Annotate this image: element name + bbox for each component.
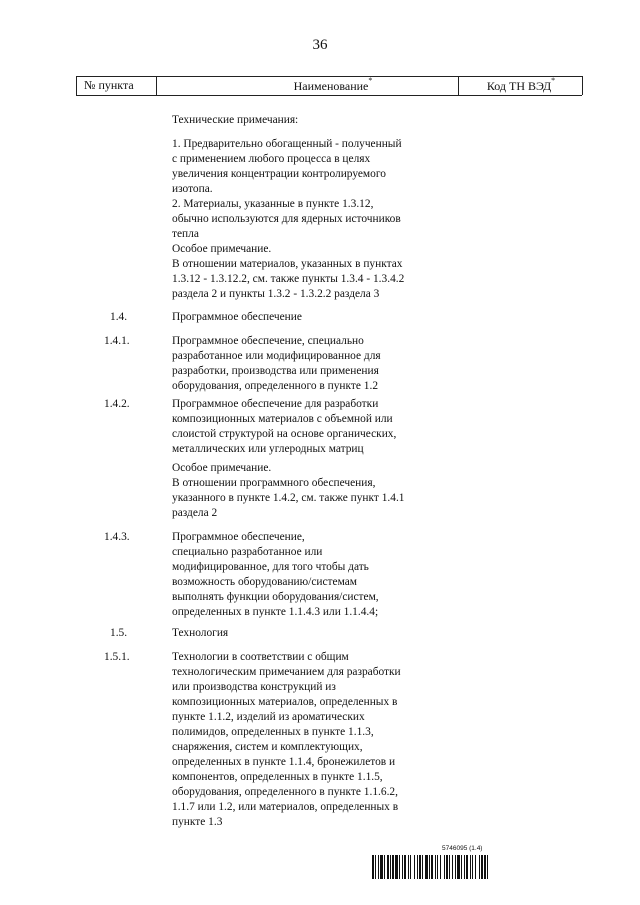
item-text-1-4: Программное обеспечение <box>172 311 302 323</box>
item-text-1-4-1: Программное обеспечение, специально разработанное или модифицированное для разработки, производства или применения оборудования, определенного в пункте 1.2 <box>172 335 381 392</box>
column-header-code-text: Код ТН ВЭД <box>486 79 552 93</box>
item-text-1-5: Технология <box>172 627 229 639</box>
special-note-software: Особое примечание. В отношении программного обеспечения, указанного в пункте 1.4.2, см. также пункт 1.4.1 раздела 2 <box>172 462 405 519</box>
header-divider-3 <box>458 76 459 95</box>
column-header-code-footnote: * <box>551 76 556 85</box>
barcode-id: 5746095 (1.4) <box>442 845 483 852</box>
item-number-1-4: 1.4. <box>110 311 128 323</box>
header-divider-4 <box>582 76 583 95</box>
item-text-1-4-2: Программное обеспечение для разработки композиционных материалов с объемной или слоистой структурой на основе органических, металлических или углеродных матриц <box>172 398 397 455</box>
technical-notes-heading: Технические примечания: <box>172 114 299 126</box>
item-text-1-4-3: Программное обеспечение, специально разработанное или модифицированное, для того чтобы дать возможность оборудованию/системам выполнять функции оборудования/систем, определенных в пункте 1.1.4.3 или 1.1.4.4; <box>172 531 379 618</box>
special-note-materials: Особое примечание. В отношении материалов, указанных в пунктах 1.3.12 - 1.3.12.2, см. также пункты 1.3.4 - 1.3.4.2 раздела 2 и пункты 1.3.2 - 1.3.2.2 раздела 3 <box>172 243 405 300</box>
item-text-1-5-1: Технологии в соответствии с общим технологическим примечанием для разработки или производства конструкций из композиционных материалов, определенных в пункте 1.1.2, изделий из ароматических полимидов, определенных в пункте 1.1.3, снаряжения, систем и комплектующих, определенных в пункте 1.1.4, бронежилетов и компонентов, определенных в пункте 1.1.5, оборудования, определенного в пункте 1.1.6.2, 1.1.7 или 1.2, или материалов, определенных в пункте 1.3 <box>172 651 401 828</box>
column-header-name-text: Наименование <box>293 79 369 93</box>
item-number-1-4-1: 1.4.1. <box>104 335 130 347</box>
item-number-1-5-1: 1.5.1. <box>104 651 130 663</box>
technical-notes-text: 1. Предварительно обогащенный - полученный с применением любого процесса в целях увеличения концентрации контролируемого изотопа. 2. Материалы, указанные в пункте 1.3.12, обычно используются для ядерных источников тепла <box>172 138 402 240</box>
item-number-1-4-2: 1.4.2. <box>104 398 130 410</box>
item-number-1-4-3: 1.4.3. <box>104 531 130 543</box>
column-header-name-footnote: * <box>368 76 373 85</box>
header-divider-1 <box>76 76 77 95</box>
column-header-number: № пункта <box>84 78 134 92</box>
column-header-code <box>462 78 580 95</box>
barcode-bar <box>488 855 490 879</box>
header-top-rule <box>76 76 582 77</box>
page-number: 36 <box>312 37 328 53</box>
header-bottom-rule <box>76 95 582 96</box>
barcode <box>372 855 582 879</box>
item-number-1-5: 1.5. <box>110 627 128 639</box>
column-header-name <box>214 78 452 95</box>
